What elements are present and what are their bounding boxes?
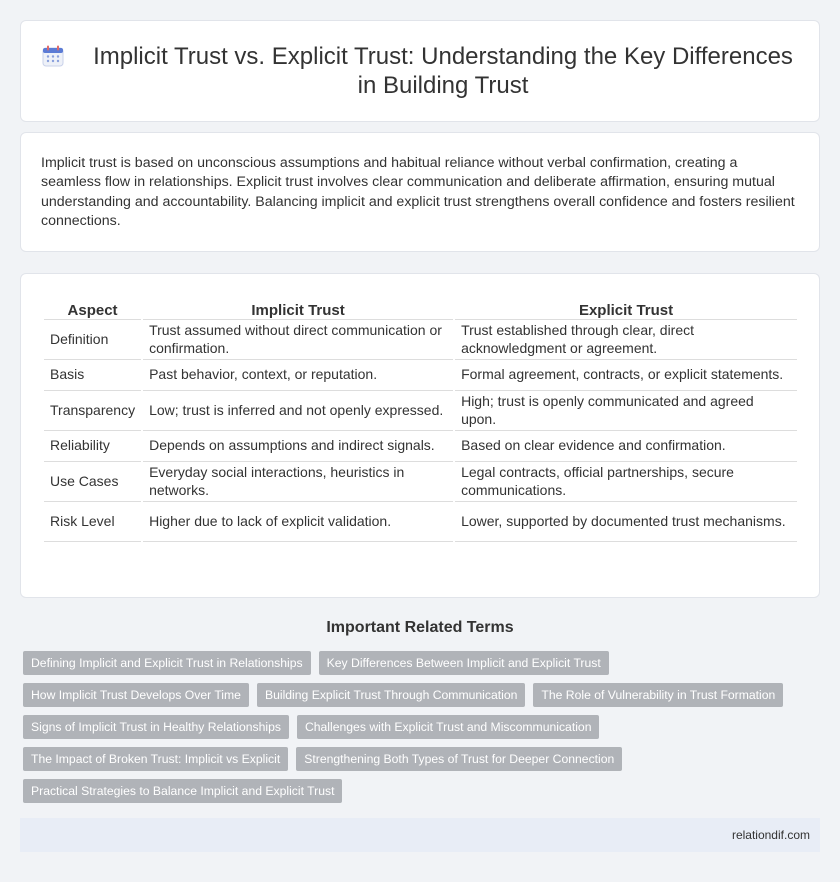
table-cell-aspect: Transparency bbox=[44, 391, 141, 431]
table-cell-aspect: Use Cases bbox=[44, 462, 141, 502]
table-cell-implicit: Depends on assumptions and indirect signals. bbox=[143, 431, 453, 462]
related-term-tag[interactable]: How Implicit Trust Develops Over Time bbox=[23, 683, 249, 707]
table-row bbox=[44, 502, 797, 542]
table-row bbox=[44, 360, 797, 391]
related-term-tag[interactable]: The Impact of Broken Trust: Implicit vs Explicit bbox=[23, 747, 288, 771]
table-cell-aspect: Reliability bbox=[44, 431, 141, 462]
table-cell-explicit: Formal agreement, contracts, or explicit statements. bbox=[455, 360, 797, 391]
related-term-tag[interactable]: Defining Implicit and Explicit Trust in Relationships bbox=[23, 651, 311, 675]
related-term-tag[interactable]: Key Differences Between Implicit and Explicit Trust bbox=[319, 651, 609, 675]
table-cell-implicit: Past behavior, context, or reputation. bbox=[143, 360, 453, 391]
table-cell-aspect: Basis bbox=[44, 360, 141, 391]
related-terms-title: Important Related Terms bbox=[326, 619, 514, 636]
comparison-card bbox=[20, 273, 820, 598]
table-cell-aspect: Risk Level bbox=[44, 502, 141, 542]
table-row bbox=[44, 391, 797, 431]
header-card bbox=[20, 20, 820, 122]
intro-paragraph: Implicit trust is based on unconscious assumptions and habitual reliance without verbal confirmation, creating a seamless flow in relationships. Explicit trust involves clear communication and deliberate affirmation, ensuring mutual understanding and accountability. Balancing implicit and explicit trust strengthens overall confidence and fosters resilient connections. bbox=[41, 155, 795, 230]
table-row bbox=[44, 462, 797, 502]
table-cell-explicit: Based on clear evidence and confirmation. bbox=[455, 431, 797, 462]
related-term-tag[interactable]: Challenges with Explicit Trust and Miscommunication bbox=[297, 715, 600, 739]
footer-site-link[interactable]: relationdif.com bbox=[731, 828, 810, 842]
table-cell-implicit: Low; trust is inferred and not openly expressed. bbox=[143, 391, 453, 431]
related-term-tag[interactable]: Building Explicit Trust Through Communication bbox=[257, 683, 525, 707]
related-term-tag[interactable]: Strengthening Both Types of Trust for Deeper Connection bbox=[296, 747, 622, 771]
comparison-table bbox=[42, 294, 799, 542]
table-cell-implicit: Trust assumed without direct communication or confirmation. bbox=[143, 320, 453, 360]
table-cell-explicit: Trust established through clear, direct acknowledgment or agreement. bbox=[455, 320, 797, 360]
column-header-explicit: Explicit Trust bbox=[455, 294, 797, 320]
table-cell-implicit: Everyday social interactions, heuristics in networks. bbox=[143, 462, 453, 502]
table-row bbox=[44, 320, 797, 360]
footer bbox=[20, 818, 820, 852]
intro-card bbox=[20, 132, 820, 252]
table-cell-explicit: High; trust is openly communicated and agreed upon. bbox=[455, 391, 797, 431]
column-header-aspect: Aspect bbox=[44, 294, 141, 320]
column-header-implicit: Implicit Trust bbox=[143, 294, 453, 320]
related-terms-list bbox=[23, 651, 823, 803]
table-cell-explicit: Lower, supported by documented trust mechanisms. bbox=[455, 502, 797, 542]
table-header-row bbox=[44, 294, 797, 320]
page-title: Implicit Trust vs. Explicit Trust: Understanding the Key Differences in Building Trust bbox=[93, 43, 793, 99]
calendar-icon bbox=[41, 44, 65, 68]
related-term-tag[interactable]: Signs of Implicit Trust in Healthy Relationships bbox=[23, 715, 289, 739]
related-term-tag[interactable]: Practical Strategies to Balance Implicit and Explicit Trust bbox=[23, 779, 342, 803]
table-cell-implicit: Higher due to lack of explicit validation. bbox=[143, 502, 453, 542]
table-cell-explicit: Legal contracts, official partnerships, secure communications. bbox=[455, 462, 797, 502]
related-term-tag[interactable]: The Role of Vulnerability in Trust Formation bbox=[533, 683, 783, 707]
table-row bbox=[44, 431, 797, 462]
table-cell-aspect: Definition bbox=[44, 320, 141, 360]
